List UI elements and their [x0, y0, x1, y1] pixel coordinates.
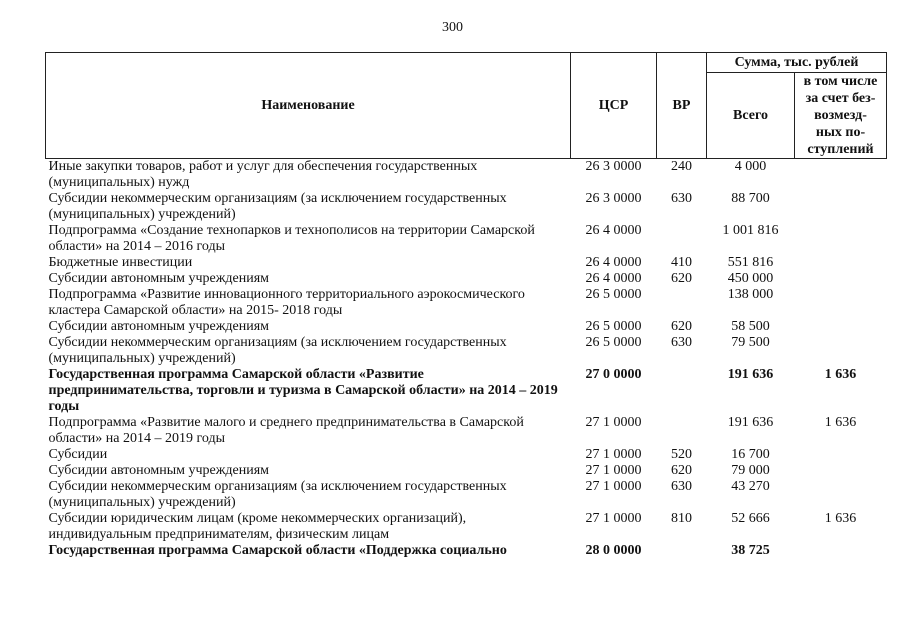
row-csr: 26 4 0000: [585, 271, 642, 286]
row-vr: [657, 415, 707, 447]
row-total: 79 500: [731, 335, 770, 350]
row-csr: 26 5 0000: [585, 335, 642, 350]
row-free: [795, 543, 887, 559]
row-vr: [657, 287, 707, 319]
row-vr: 630: [671, 335, 692, 350]
header-csr: ЦСР: [571, 53, 657, 159]
table-row: [46, 463, 887, 479]
row-free: [795, 319, 887, 335]
row-vr: 240: [671, 159, 692, 174]
header-free-line: ступлений: [807, 142, 874, 157]
header-amount-group: Сумма, тыс. рублей: [707, 53, 887, 73]
row-total: 58 500: [731, 319, 770, 334]
row-total: 191 636: [727, 367, 774, 382]
row-total: 79 000: [731, 463, 770, 478]
row-name: Субсидии юридическим лицам (кроме некоммерческих организаций), индивидуальным предпринимателям, физическим лицам: [48, 511, 467, 542]
table-row: [46, 287, 887, 319]
row-vr: 620: [671, 463, 692, 478]
row-name: Государственная программа Самарской области «Развитие предпринимательства, торговли и туризма в Самарской области» на 2014 – 2019 годы: [48, 367, 558, 414]
row-vr: 410: [671, 255, 692, 270]
table-row: [46, 367, 887, 415]
row-free: [795, 335, 887, 367]
row-free: [795, 223, 887, 255]
row-name: Субсидии некоммерческим организациям (за исключением государственных (муниципальных) учреждений): [48, 479, 507, 510]
row-total: 88 700: [731, 191, 770, 206]
row-csr: 28 0 0000: [585, 543, 642, 558]
header-free-line: за счет без-: [805, 91, 876, 106]
row-name: Субсидии автономным учреждениям: [48, 319, 270, 334]
row-vr: 630: [671, 479, 692, 494]
row-total: 138 000: [727, 287, 774, 302]
row-csr: 26 5 0000: [585, 319, 642, 334]
header-free: [795, 73, 887, 159]
row-total: 450 000: [727, 271, 774, 286]
table-body: [46, 159, 887, 560]
row-vr: 810: [671, 511, 692, 526]
row-name: Иные закупки товаров, работ и услуг для обеспечения государственных (муниципальных) нужд: [48, 159, 478, 190]
row-csr: 26 3 0000: [585, 191, 642, 206]
table-row: [46, 479, 887, 511]
table-row: [46, 159, 887, 192]
budget-table: [45, 52, 887, 559]
row-total: 4 000: [734, 159, 767, 174]
row-vr: 630: [671, 191, 692, 206]
row-free: [795, 287, 887, 319]
row-vr: [657, 543, 707, 559]
row-free: 1 636: [824, 415, 857, 430]
row-vr: 620: [671, 271, 692, 286]
row-csr: 27 0 0000: [585, 367, 642, 382]
table-row: [46, 191, 887, 223]
row-vr: [657, 367, 707, 415]
row-csr: 26 5 0000: [585, 287, 642, 302]
row-free: 1 636: [824, 367, 857, 382]
row-name: Субсидии автономным учреждениям: [48, 463, 270, 478]
table-row: [46, 255, 887, 271]
table-row: [46, 415, 887, 447]
row-free: [795, 255, 887, 271]
row-vr: 620: [671, 319, 692, 334]
table-row: [46, 511, 887, 543]
row-csr: 27 1 0000: [585, 463, 642, 478]
header-vr: ВР: [657, 53, 707, 159]
table-row: [46, 543, 887, 559]
row-total: 1 001 816: [722, 223, 779, 238]
row-name: Подпрограмма «Создание технопарков и технополисов на территории Самарской области» на 2014 – 2016 годы: [48, 223, 535, 254]
table-row: [46, 335, 887, 367]
row-free: 1 636: [824, 511, 857, 526]
row-total: 551 816: [727, 255, 774, 270]
row-name: Субсидии: [48, 447, 108, 462]
row-free: [795, 463, 887, 479]
row-total: 38 725: [731, 543, 770, 558]
table-row: [46, 319, 887, 335]
row-name: Субсидии некоммерческим организациям (за исключением государственных (муниципальных) учреждений): [48, 335, 507, 366]
table-row: [46, 447, 887, 463]
header-total: Всего: [707, 73, 795, 159]
row-name: Подпрограмма «Развитие малого и среднего предпринимательства в Самарской области» на 2014 – 2019 годы: [48, 415, 524, 446]
row-csr: 26 3 0000: [585, 159, 642, 174]
row-csr: 27 1 0000: [585, 511, 642, 526]
row-free: [795, 159, 887, 192]
row-free: [795, 479, 887, 511]
row-name: Субсидии некоммерческим организациям (за исключением государственных (муниципальных) учреждений): [48, 191, 507, 222]
header-name: Наименование: [46, 53, 571, 159]
row-total: 191 636: [727, 415, 774, 430]
header-free-line: возмезд-: [814, 108, 867, 123]
row-vr: 520: [671, 447, 692, 462]
table-header: [46, 53, 887, 159]
row-vr: [657, 223, 707, 255]
row-name: Подпрограмма «Развитие инновационного территориального аэрокосмического кластера Самарской области» на 2015- 2018 годы: [48, 287, 525, 318]
row-free: [795, 447, 887, 463]
header-free-line: в том числе: [803, 74, 878, 89]
row-csr: 26 4 0000: [585, 223, 642, 238]
row-total: 16 700: [731, 447, 770, 462]
header-free-line: ных по-: [815, 125, 866, 140]
row-total: 52 666: [731, 511, 770, 526]
row-free: [795, 271, 887, 287]
row-total: 43 270: [731, 479, 770, 494]
row-name: Бюджетные инвестиции: [48, 255, 193, 270]
row-free: [795, 191, 887, 223]
row-csr: 27 1 0000: [585, 447, 642, 462]
table-row: [46, 271, 887, 287]
table-row: [46, 223, 887, 255]
row-name: Субсидии автономным учреждениям: [48, 271, 270, 286]
page-number: 300: [442, 20, 463, 35]
row-csr: 27 1 0000: [585, 415, 642, 430]
row-csr: 27 1 0000: [585, 479, 642, 494]
row-name: Государственная программа Самарской области «Поддержка социально: [48, 543, 507, 558]
row-csr: 26 4 0000: [585, 255, 642, 270]
